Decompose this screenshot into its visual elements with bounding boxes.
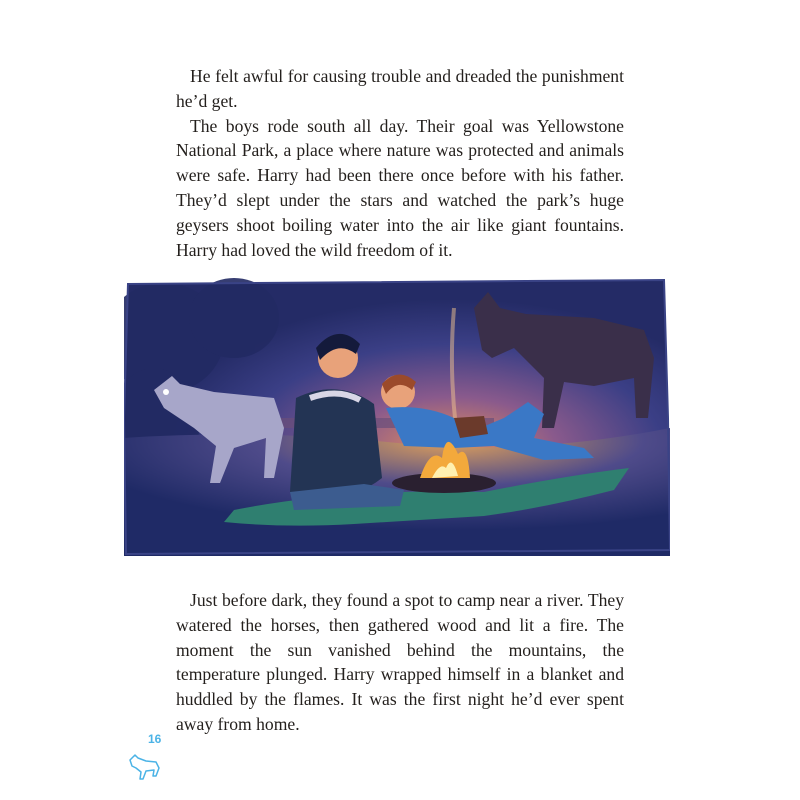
story-text-bottom — [176, 588, 624, 737]
page-number: 16 — [148, 732, 162, 746]
paragraph: He felt awful for causing trouble and dreaded the punishment he’d get. — [176, 66, 624, 111]
campfire-illustration — [124, 278, 670, 556]
story-text-top — [176, 64, 624, 262]
horse-outline-icon — [126, 752, 162, 784]
paragraph: Just before dark, they found a spot to camp near a river. They watered the horses, then gathered wood and lit a fire. The moment the sun vanished behind the mountains, the temperature plunged. Harry wrapped himself in a blanket and huddled by the flames. It was the first night he’d ever spent away from home. — [176, 590, 624, 734]
paragraph: The boys rode south all day. Their goal was Yellowstone National Park, a place where nature was protected and animals were safe. Harry had been there once before with his father. They’d slept under the stars and watched the park’s huge geysers shoot boiling water into the air like giant fountains. Harry had loved the wild freedom of it. — [176, 115, 624, 260]
